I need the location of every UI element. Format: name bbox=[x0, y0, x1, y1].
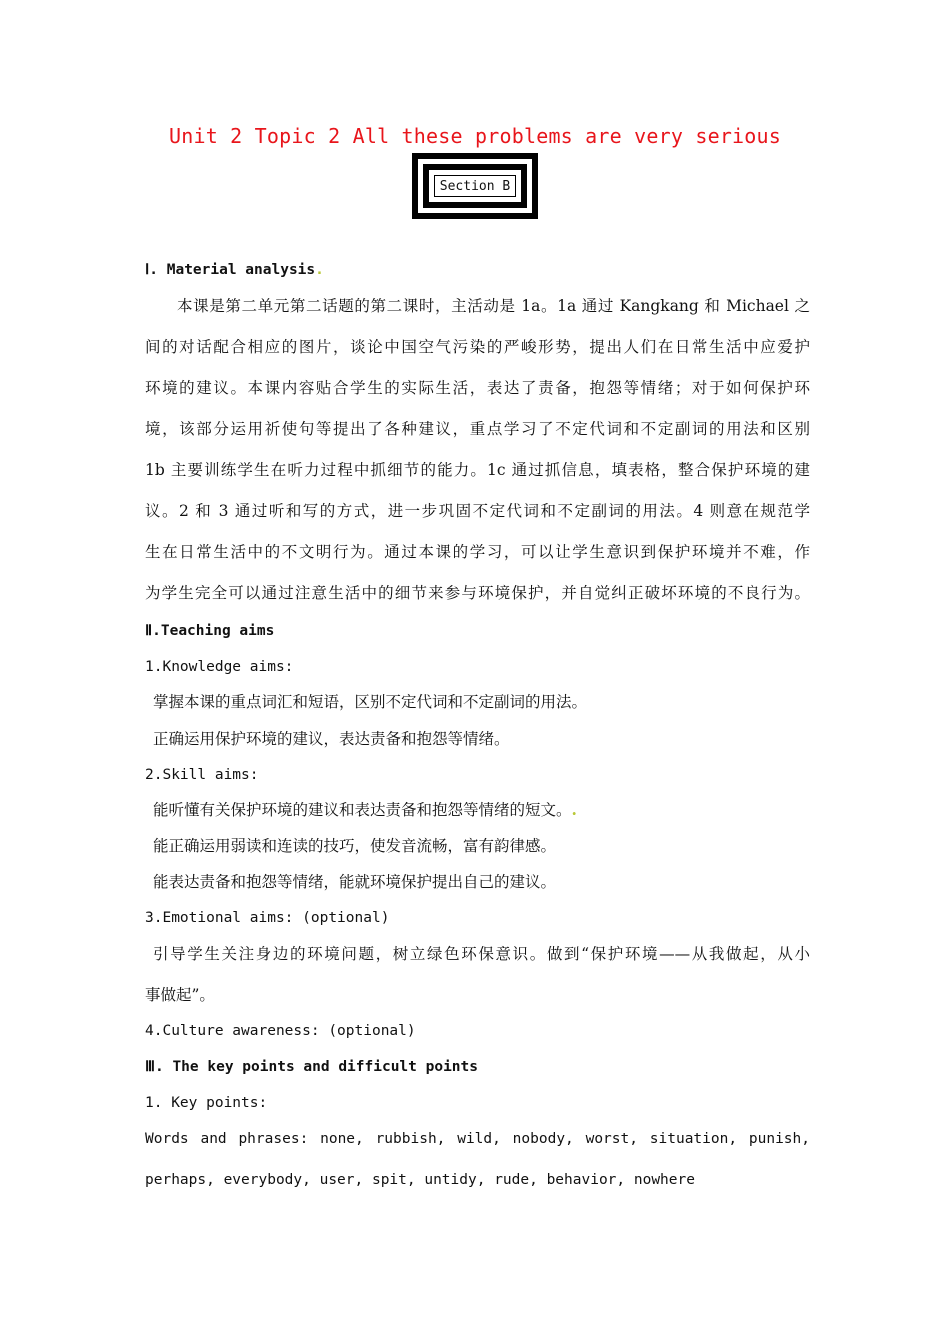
material-line-1: 本课是第二单元第二话题的第二课时，主活动是 1a。1a 通过 Kangkang 和 Michael 之 bbox=[177, 297, 810, 315]
heading-key-points: Ⅲ. The key points and difficult points bbox=[145, 1059, 478, 1075]
skill-aims-label: 2.Skill aims: bbox=[145, 767, 259, 783]
words-phrases-line-1: Words and phrases: none, rubbish, wild, nobody, worst, situation, punish, bbox=[145, 1131, 810, 1147]
section-label: Section B bbox=[434, 175, 516, 197]
section-label-box bbox=[412, 153, 538, 219]
words-phrases-line-2: perhaps, everybody, user, spit, untidy, rude, behavior, nowhere bbox=[145, 1172, 695, 1188]
heading-teaching-aims: Ⅱ.Teaching aims bbox=[145, 623, 275, 639]
skill-aim-1: 能听懂有关保护环境的建议和表达责备和抱怨等情绪的短文。. bbox=[153, 800, 577, 819]
material-line-7: 生在日常生活中的不文明行为。通过本课的学习，可以让学生意识到保护环境并不难，作 bbox=[145, 543, 810, 561]
material-line-5: 1b 主要训练学生在听力过程中抓细节的能力。1c 通过抓信息，填表格，整合保护环境的建 bbox=[145, 461, 810, 479]
material-line-6: 议。2 和 3 通过听和写的方式，进一步巩固不定代词和不定副词的用法。4 则意在规范学 bbox=[145, 502, 810, 520]
material-line-2: 间的对话配合相应的图片，谈论中国空气污染的严峻形势，提出人们在日常生活中应爱护 bbox=[145, 338, 810, 356]
key-points-label: 1. Key points: bbox=[145, 1095, 268, 1111]
emotional-aim-2: 事做起”。 bbox=[145, 986, 215, 1004]
emotional-aim-1: 引导学生关注身边的环境问题，树立绿色环保意识。做到“保护环境——从我做起，从小 bbox=[153, 945, 810, 963]
knowledge-aims-label: 1.Knowledge aims: bbox=[145, 659, 294, 675]
emotional-aims-label: 3.Emotional aims: (optional) bbox=[145, 910, 390, 926]
culture-awareness-label: 4.Culture awareness: (optional) bbox=[145, 1023, 416, 1039]
knowledge-aim-2: 正确运用保护环境的建议，表达责备和抱怨等情绪。 bbox=[153, 730, 510, 748]
skill-aim-2: 能正确运用弱读和连读的技巧，使发音流畅，富有韵律感。 bbox=[153, 837, 557, 855]
page-title: Unit 2 Topic 2 All these problems are very serious bbox=[168, 124, 782, 148]
skill-aim-3: 能表达责备和抱怨等情绪，能就环境保护提出自己的建议。 bbox=[153, 873, 557, 891]
material-line-4: 境，该部分运用祈使句等提出了各种建议，重点学习了不定代词和不定副词的用法和区别 bbox=[145, 420, 810, 438]
material-line-8: 为学生完全可以通过注意生活中的细节来参与环境保护，并自觉纠正破坏环境的不良行为。 bbox=[145, 584, 810, 602]
knowledge-aim-1: 掌握本课的重点词汇和短语，区别不定代词和不定副词的用法。 bbox=[153, 693, 588, 711]
heading-material-analysis: Ⅰ. Material analysis. bbox=[145, 262, 324, 278]
material-line-3: 环境的建议。本课内容贴合学生的实际生活，表达了责备，抱怨等情绪；对于如何保护环 bbox=[145, 379, 810, 397]
